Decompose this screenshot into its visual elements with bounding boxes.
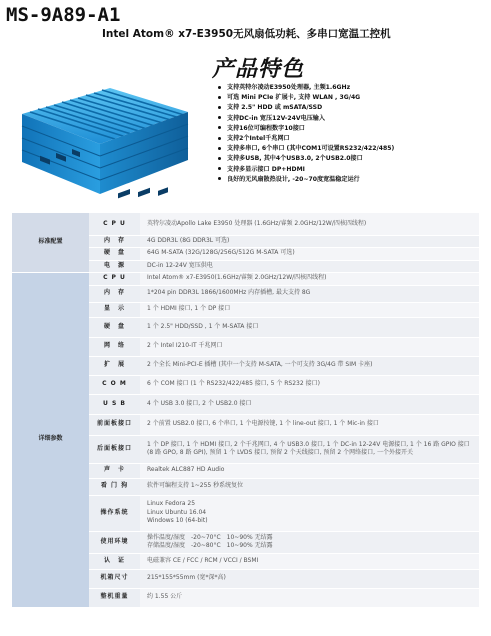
spec-value: 软件可编程支持 1~255 秒系统复位 — [140, 478, 479, 495]
spec-value: 6 个 COM 接口 (1 个 RS232/422/485 接口, 5 个 RS232 接口) — [140, 375, 479, 394]
feature-item — [218, 134, 394, 144]
feature-item — [218, 83, 394, 93]
spec-value: 1*204 pin DDR3L 1866/1600MHz 内存插槽, 最大支持 8G — [140, 285, 479, 302]
spec-value: 2 个前置 USB2.0 接口, 6 个串口, 1 个电源按键, 1 个 line-out 接口, 1 个 Mic-in 接口 — [140, 414, 479, 435]
bullet-icon — [218, 126, 221, 129]
spec-label: 电 源 — [89, 260, 140, 272]
model-number: MS-9A89-A1 — [6, 4, 121, 26]
bullet-icon — [218, 157, 221, 160]
spec-row — [12, 213, 479, 235]
spec-value: 64G M-SATA (32G/128G/256G/512G M-SATA 可选) — [140, 247, 479, 260]
feature-item — [218, 154, 394, 164]
spec-label: 机箱尺寸 — [89, 569, 140, 588]
spec-value: Intel Atom® x7-E3950(1.6GHz/睿频 2.0GHz/12W/四核四线程) — [140, 272, 479, 285]
feature-text: 良好的无风扇散热设计, -20~70度宽温稳定运行 — [227, 175, 360, 183]
feature-text: 支持多USB, 其中4个USB3.0, 2个USB2.0接口 — [227, 155, 363, 163]
spec-value: 2 个全长 Mini-PCI-E 插槽 (其中一个支持 M-SATA, 一个可支持 3G/4G 带 SIM 卡座) — [140, 356, 479, 375]
feature-item — [218, 114, 394, 124]
features-list — [218, 83, 394, 185]
spec-value: Realtek ALC887 HD Audio — [140, 463, 479, 478]
bullet-icon — [218, 147, 221, 150]
bullet-icon — [218, 96, 221, 99]
spec-value: DC-in 12-24V 宽压供电 — [140, 260, 479, 272]
feature-text: 支持DC-in 宽压12V-24V电压输入 — [227, 114, 325, 122]
spec-value: 4 个 USB 3.0 接口, 2 个 USB2.0 接口 — [140, 394, 479, 414]
spec-category: 详细参数 — [12, 272, 89, 607]
feature-text: 支持 2.5" HDD 或 mSATA/SSD — [227, 104, 323, 112]
spec-label: 操作系统 — [89, 495, 140, 531]
spec-label: 看 门 狗 — [89, 478, 140, 495]
features-title: 产品特色 — [212, 56, 305, 82]
spec-value: 操作温度/湿度 -20~70°C 10~90% 无结露 存储温度/湿度 -20~80°C 10~90% 无结露 — [140, 531, 479, 553]
bullet-icon — [218, 106, 221, 109]
product-photo — [12, 52, 198, 202]
spec-label: 前面板接口 — [89, 414, 140, 435]
spec-label: 认 证 — [89, 553, 140, 569]
bullet-icon — [218, 167, 221, 170]
feature-item — [218, 175, 394, 185]
spec-value: 英特尔凌动Apollo Lake E3950 处理器 (1.6GHz/睿频 2.0GHz/12W/四核四线程) — [140, 213, 479, 235]
feature-text: 可选 Mini PCIe 扩展卡, 支持 WLAN , 3G/4G — [227, 94, 361, 102]
spec-table — [12, 213, 479, 608]
spec-value: 电磁兼容 CE / FCC / RCM / VCCI / BSMI — [140, 553, 479, 569]
feature-item — [218, 93, 394, 103]
spec-value: 约 1.55 公斤 — [140, 588, 479, 607]
spec-label: 硬 盘 — [89, 317, 140, 337]
spec-label: 整机重量 — [89, 588, 140, 607]
bullet-icon — [218, 86, 221, 89]
bullet-icon — [218, 137, 221, 140]
spec-value: 2 个 Intel I210-IT 千兆网口 — [140, 337, 479, 356]
spec-label: 硬 盘 — [89, 247, 140, 260]
feature-text: 支持多串口, 6个串口 (其中COM1可设置RS232/422/485) — [227, 145, 395, 153]
spec-label: C P U — [89, 213, 140, 235]
feature-item — [218, 103, 394, 113]
feature-text: 支持英特尔凌动E3950处理器, 主频1.6GHz — [227, 84, 351, 91]
spec-label: 网 络 — [89, 337, 140, 356]
spec-label: 内 存 — [89, 235, 140, 247]
spec-value: 1 个 DP 接口, 1 个 HDMI 接口, 2 个千兆网口, 4 个 USB3.0 接口, 1 个 DC-in 12-24V 电源接口, 1 个 16 路 GPIO 接口 (8 路 GPO, 8 路 GPI), 预留 1 个 LVDS 接口, 预留 2 个天线接口, 预留 2 个网络接口, 一个外接开关 — [140, 435, 479, 463]
spec-label: C P U — [89, 272, 140, 285]
spec-value: 1 个 2.5" HDD/SSD , 1 个 M-SATA 接口 — [140, 317, 479, 337]
spec-label: 声 卡 — [89, 463, 140, 478]
spec-value: 4G DDR3L (8G DDR3L 可选) — [140, 235, 479, 247]
feature-item — [218, 144, 394, 154]
feature-text: 支持2个Intel千兆网口 — [227, 135, 290, 143]
feature-item — [218, 124, 394, 134]
spec-label: 扩 展 — [89, 356, 140, 375]
spec-label: 显 示 — [89, 302, 140, 317]
feature-text: 支持多显示接口 DP+HDMI — [227, 165, 305, 173]
product-subtitle: Intel Atom® x7-E3950无风扇低功耗、多串口宽温工控机 — [102, 28, 391, 40]
bullet-icon — [218, 177, 221, 180]
spec-label: C O M — [89, 375, 140, 394]
spec-label: 使用环境 — [89, 531, 140, 553]
feature-item — [218, 165, 394, 175]
spec-label: 后面板接口 — [89, 435, 140, 463]
spec-value: 1 个 HDMI 接口, 1 个 DP 接口 — [140, 302, 479, 317]
spec-value: Linux Fedora 25 Linux Ubuntu 16.04 Windows 10 (64-bit) — [140, 495, 479, 531]
spec-value: 215*155*55mm (宽*深*高) — [140, 569, 479, 588]
spec-category: 标准配置 — [12, 213, 89, 272]
bullet-icon — [218, 116, 221, 119]
feature-text: 支持16位可编程数字10接口 — [227, 124, 305, 132]
spec-label: 内 存 — [89, 285, 140, 302]
spec-row — [12, 272, 479, 285]
spec-label: U S B — [89, 394, 140, 414]
